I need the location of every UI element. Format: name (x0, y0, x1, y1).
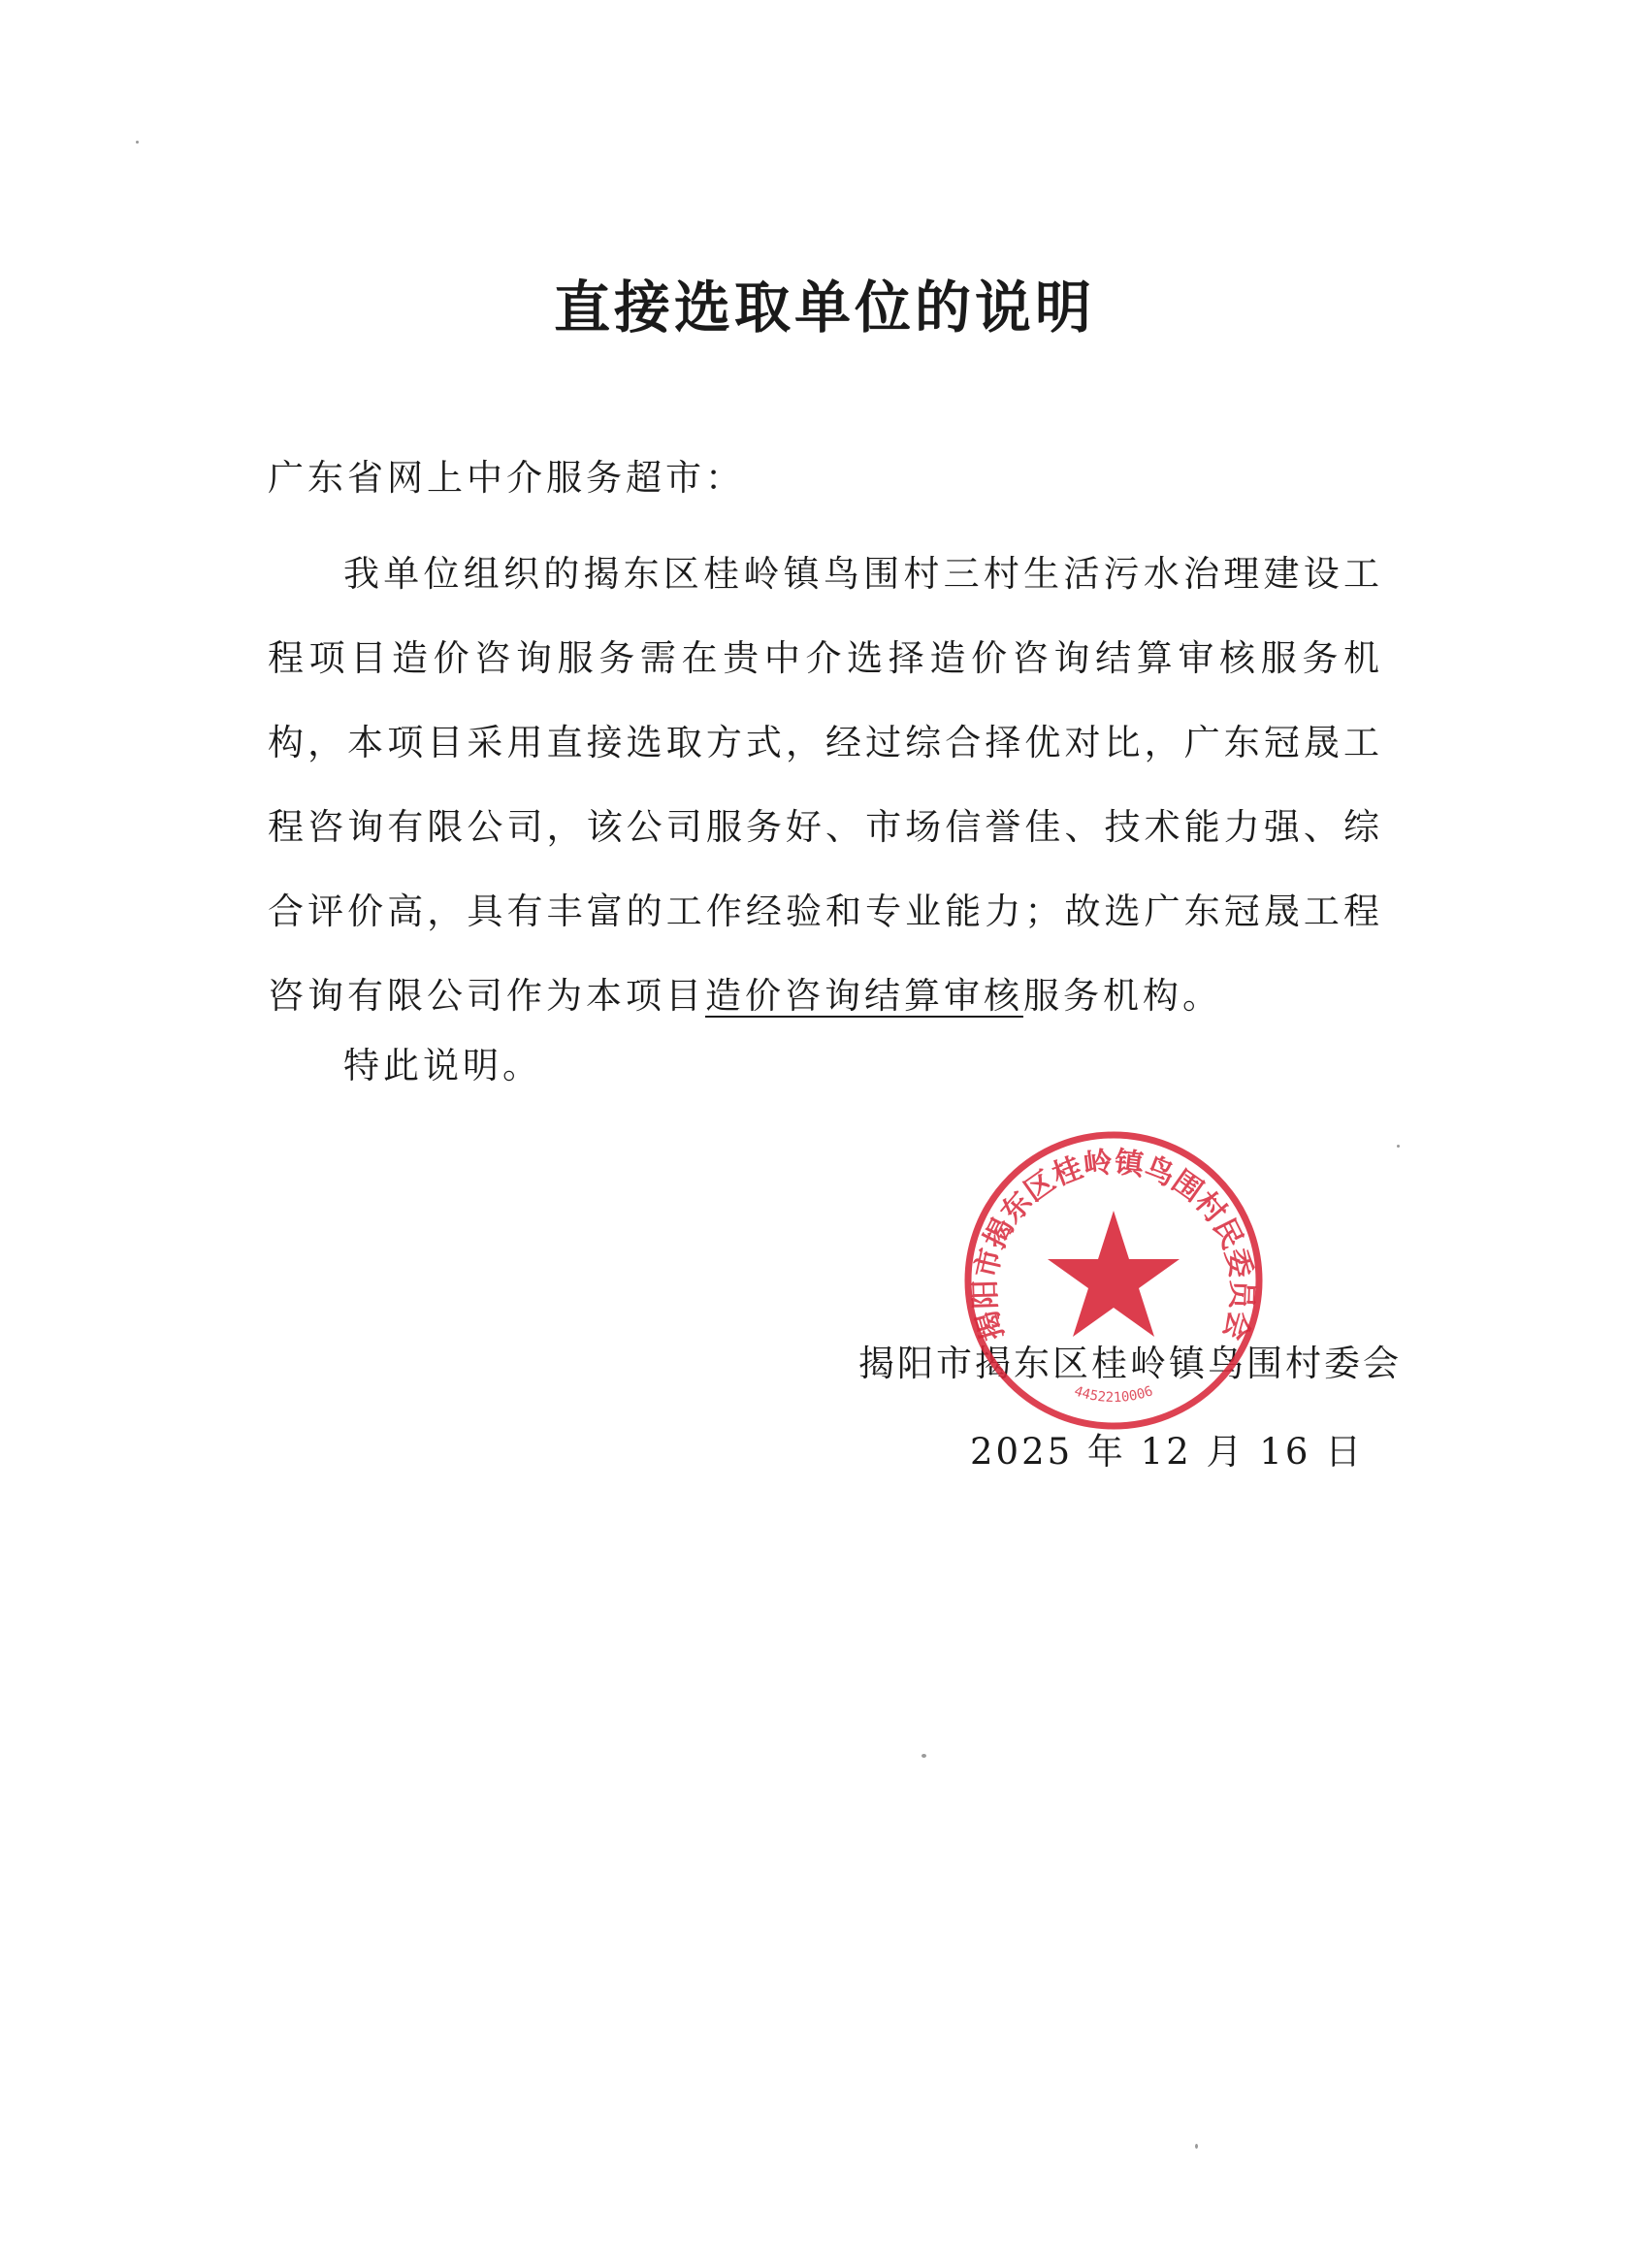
official-seal-stamp (958, 1125, 1269, 1436)
scan-speck (1195, 2144, 1198, 2149)
scan-speck (1397, 1145, 1400, 1148)
closing-remark: 特此说明。 (343, 1045, 542, 1086)
underlined-service-type: 造价咨询结算审核 (705, 975, 1023, 1017)
seal-code: 4452210006 (1072, 1383, 1155, 1407)
signing-date: 2025 年 12 月 16 日 (970, 1431, 1365, 1473)
seal-star-icon (1048, 1211, 1180, 1337)
body-text-end: 服务机构。 (1023, 975, 1222, 1017)
scan-speck (136, 141, 139, 144)
scan-speck (922, 1754, 926, 1758)
salutation: 广东省网上中介服务超市： (268, 457, 745, 499)
document-title: 直接选取单位的说明 (553, 275, 1095, 340)
signing-organization: 揭阳市揭东区桂岭镇鸟围村委会 (858, 1343, 1402, 1384)
body-paragraph (268, 532, 1383, 1038)
seal-text: 揭阳市揭东区桂岭镇鸟围村民委员会 (968, 1145, 1259, 1345)
body-text: 我单位组织的揭东区桂岭镇鸟围村三村生活污水治理建设工程项目造价咨询服务需在贵中介选择造价咨询结算审核服务机构，本项目采用直接选取方式，经过综合择优对比，广东冠晟工程咨询有限公司，该公司服务好、市场信誉佳、技术能力强、综合评价高，具有丰富的工作经验和专业能力；故选广东冠晟工程咨询有限公司作为本项目 (268, 553, 1383, 1017)
